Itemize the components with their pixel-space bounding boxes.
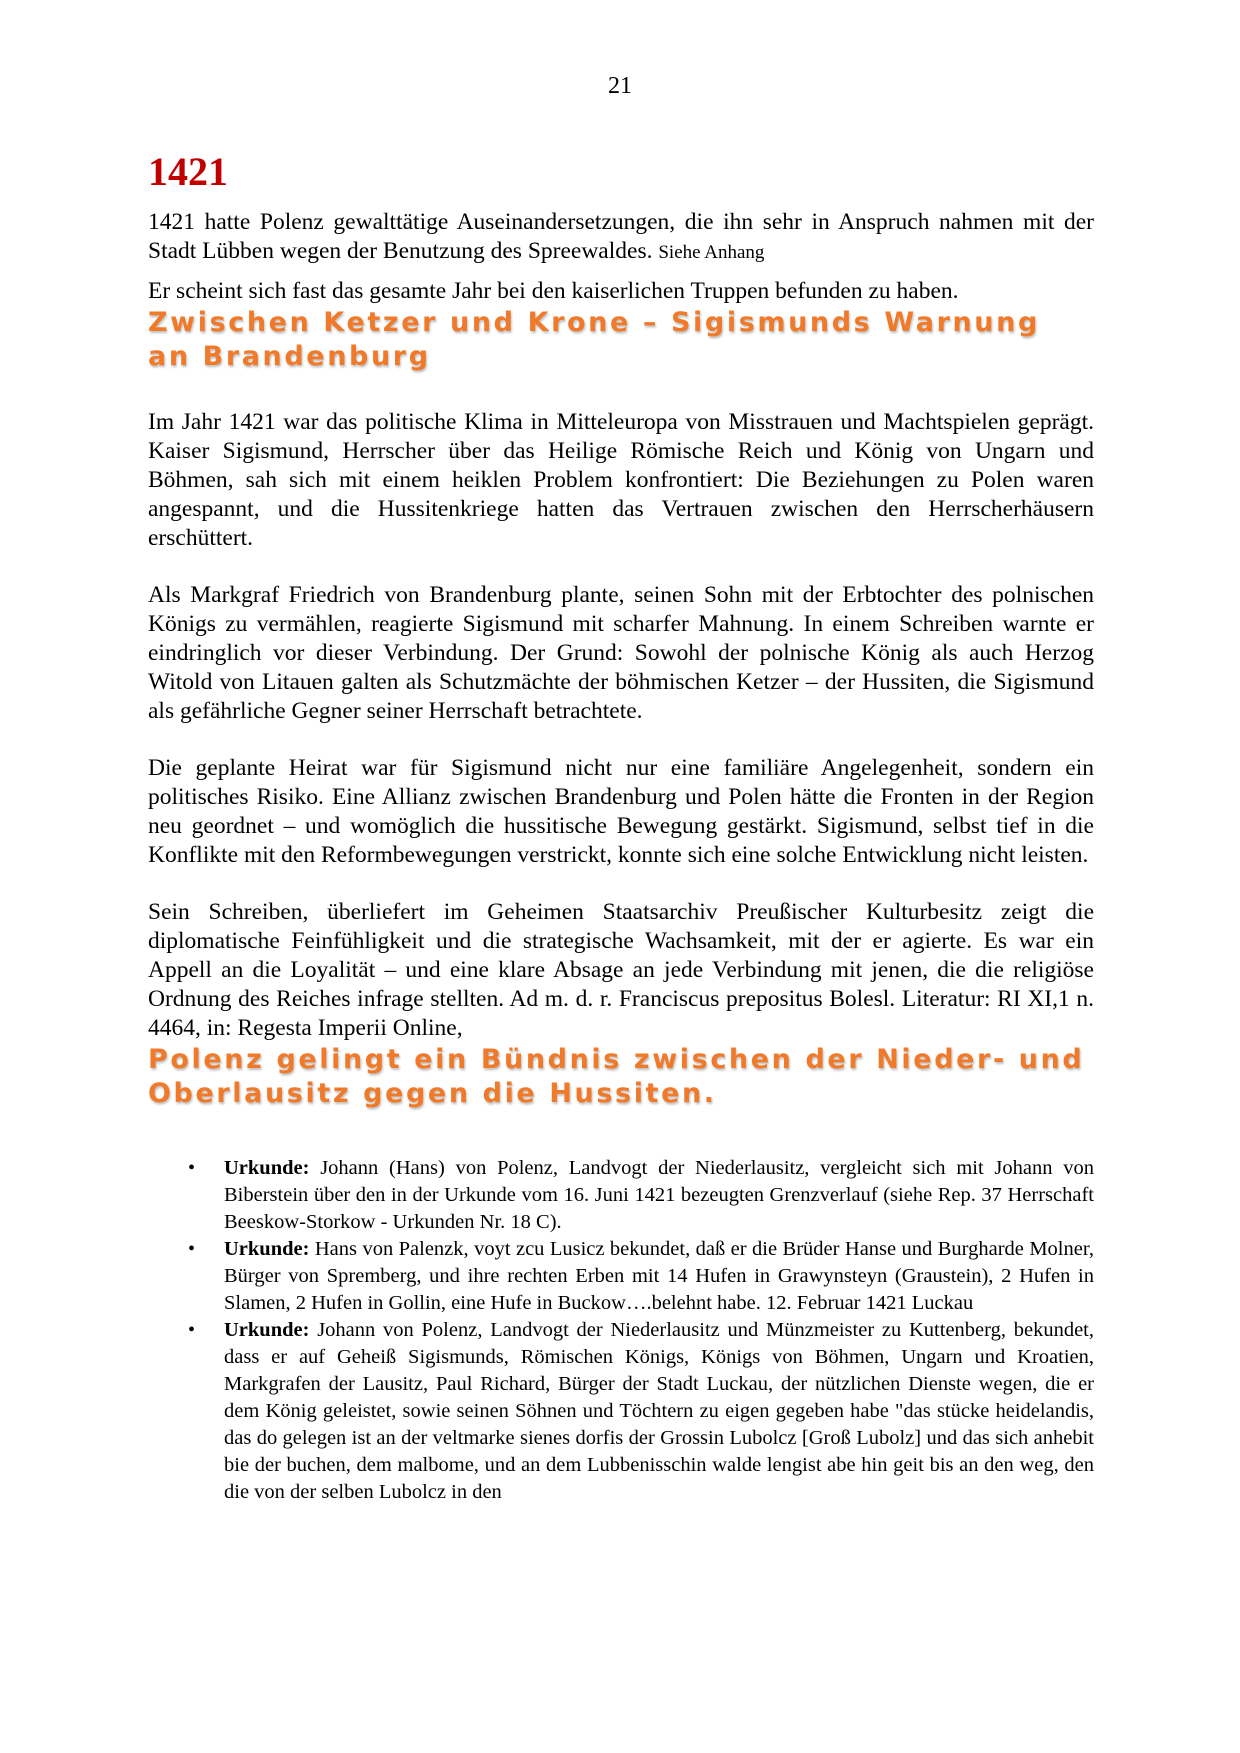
item-text: Johann von Polenz, Landvogt der Niederlausitz und Münzmeister zu Kuttenberg, bekundet, dass er auf Geheiß Sigismunds, Römischen Königs, Königs von Böhmen, Ungarn und Kroatien, Markgrafen der Lausitz, Paul Richard, Bürger der Stadt Luckau, der nützlichen Dienste wegen, die er dem König geleistet, sowie seinen Söhnen und Töchtern zu eigen gegeben habe "das stücke heidelandis, das do gelegen ist an der veltmarke sienes dorfis der Grossin Lubolcz [Groß Lubolz] und das sich anhebit bie der buchen, dem malbome, und an dem Lubbenisschin walde lengist abe hin geit bis an den weg, den die von der selben Lubolcz in den — [224, 1319, 1094, 1503]
section-heading-warning: Zwischen Ketzer und Krone – Sigismunds Warnung an Brandenburg — [148, 307, 1040, 372]
intro-paragraph-2: Er scheint sich fast das gesamte Jahr bei den kaiserlichen Truppen befunden zu haben. — [148, 278, 959, 304]
list-item — [148, 1317, 1094, 1506]
section1-paragraph-2: Als Markgraf Friedrich von Brandenburg plante, seinen Sohn mit der Erbtochter des polnischen Königs zu vermählen, reagierte Sigismund mit scharfer Mahnung. In einem Schreiben warnte er eindringlich vor dieser Verbindung. Der Grund: Sowohl der polnische König als auch Herzog Witold von Litauen galten als Schutzmächte der böhmischen Ketzer – der Hussiten, die Sigismund als gefährliche Gegner seiner Herrschaft betrachtete. — [148, 582, 1094, 724]
intro-paragraph-1-text: 1421 hatte Polenz gewalttätige Auseinandersetzungen, die ihn sehr in Anspruch nahmen mit der Stadt Lübben wegen der Benutzung des Spreewaldes. — [148, 209, 1094, 264]
year-heading: 1421 — [148, 149, 228, 194]
page-number: 21 — [608, 73, 632, 99]
intro-paragraph-1 — [148, 208, 1094, 267]
section1-paragraph-3: Die geplante Heirat war für Sigismund nicht nur eine familiäre Angelegenheit, sondern ein politisches Risiko. Eine Allianz zwischen Brandenburg und Polen hätte die Fronten in der Region neu geordnet – und womöglich die hussitische Bewegung gestärkt. Sigismund, selbst tief in die Konflikte mit den Reformbewegungen verstrickt, konnte sich eine solche Entwicklung nicht leisten. — [148, 755, 1094, 868]
bullet-icon: • — [188, 1238, 196, 1260]
item-label: Urkunde: — [224, 1157, 310, 1179]
bullet-icon: • — [188, 1319, 196, 1341]
item-label: Urkunde: — [224, 1238, 310, 1260]
list-item — [148, 1155, 1094, 1236]
document-list — [148, 1155, 1094, 1506]
bullet-icon: • — [188, 1157, 196, 1179]
section1-paragraph-4: Sein Schreiben, überliefert im Geheimen Staatsarchiv Preußischer Kulturbesitz zeigt die diplomatische Feinfühligkeit und die strategische Wachsamkeit, mit der er agierte. Es war ein Appell an die Loyalität – und eine klare Absage an jede Verbindung mit jenen, die die religiöse Ordnung des Reiches infrage stellten. Ad m. d. r. Franciscus prepositus Bolesl. Literatur: RI XI,1 n. 4464, in: Regesta Imperii Online, — [148, 899, 1094, 1041]
item-label: Urkunde: — [224, 1319, 310, 1341]
section-heading-alliance: Polenz gelingt ein Bündnis zwischen der Nieder- und Oberlausitz gegen die Hussiten. — [148, 1044, 1085, 1109]
appendix-note: Siehe Anhang — [658, 242, 765, 263]
list-item — [148, 1236, 1094, 1317]
item-text: Johann (Hans) von Polenz, Landvogt der Niederlausitz, vergleicht sich mit Johann von Biberstein über den in der Urkunde vom 16. Juni 1421 bezeugten Grenzverlauf (siehe Rep. 37 Herrschaft Beeskow-Storkow - Urkunden Nr. 18 C). — [224, 1157, 1094, 1233]
section1-paragraph-1: Im Jahr 1421 war das politische Klima in Mitteleuropa von Misstrauen und Machtspielen geprägt. Kaiser Sigismund, Herrscher über das Heilige Römische Reich und König von Ungarn und Böhmen, sah sich mit einem heiklen Problem konfrontiert: Die Beziehungen zu Polen waren angespannt, und die Hussitenkriege hatten das Vertrauen zwischen den Herrscherhäusern erschüttert. — [148, 409, 1094, 551]
item-text: Hans von Palenzk, voyt zcu Lusicz bekundet, daß er die Brüder Hanse und Burgharde Molner, Bürger von Spremberg, und ihre rechten Erben mit 14 Hufen in Grawynsteyn (Graustein), 2 Hufen in Slamen, 2 Hufen in Gollin, eine Hufe in Buckow….belehnt habe. 12. Februar 1421 Luckau — [224, 1238, 1094, 1314]
page-content — [148, 148, 1094, 1506]
